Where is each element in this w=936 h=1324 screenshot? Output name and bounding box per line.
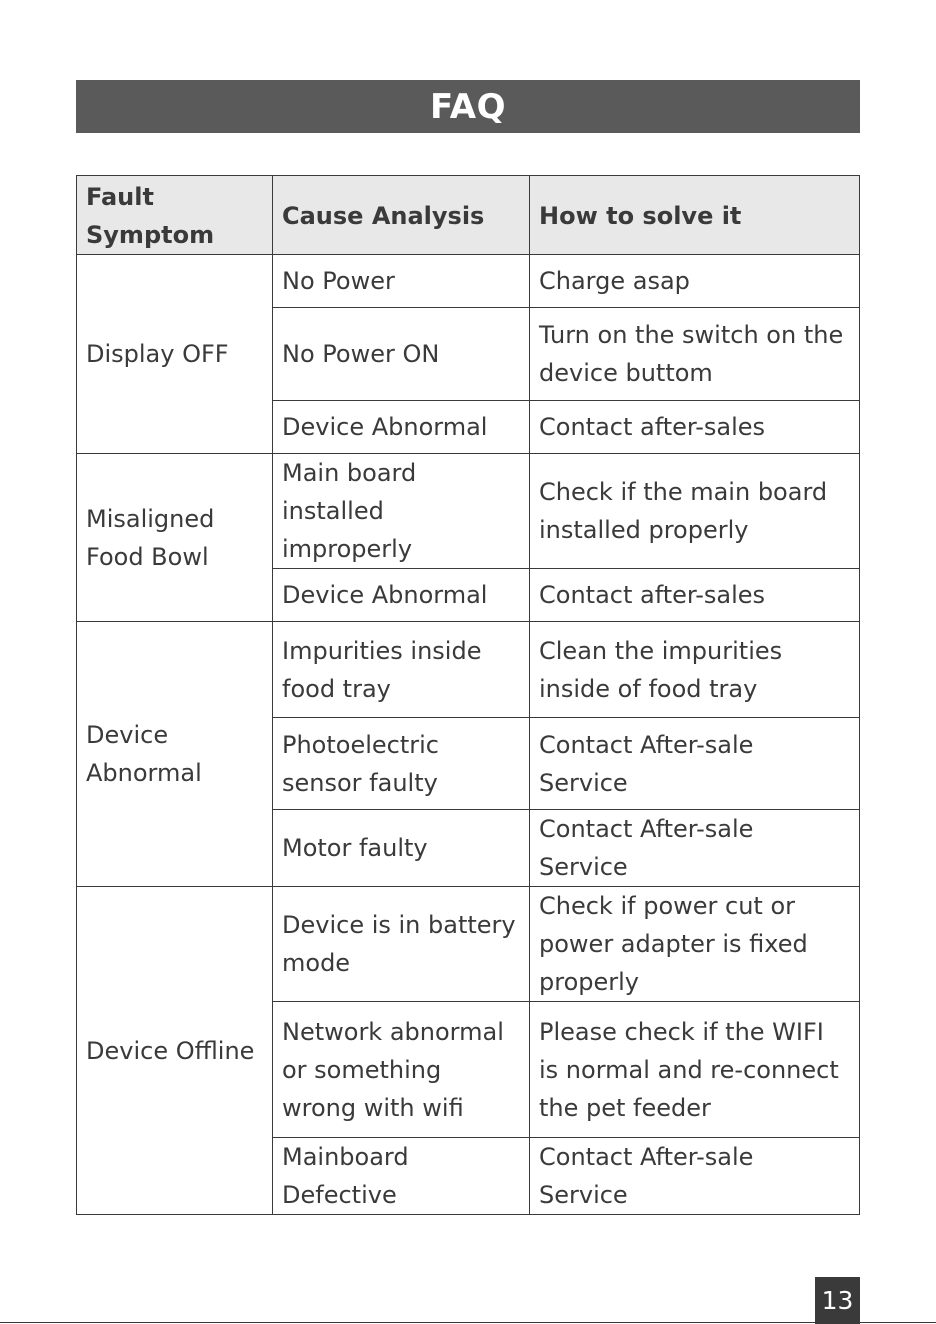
solution-cell: Turn on the switch on the device buttom — [530, 308, 860, 401]
cause-cell: Device is in battery mode — [273, 887, 530, 1002]
solution-cell: Check if the main board installed properly — [530, 454, 860, 569]
solution-cell: Contact After-sale Service — [530, 718, 860, 810]
solution-cell: Charge asap — [530, 255, 860, 308]
page-number: 13 — [815, 1277, 860, 1324]
header-fault-symptom: Fault Symptom — [77, 176, 273, 255]
cause-cell: Network abnormal or something wrong with wifi — [273, 1002, 530, 1138]
faq-table — [76, 175, 860, 1215]
solution-cell: Contact After-sale Service — [530, 810, 860, 887]
symptom-cell: Display OFF — [77, 255, 273, 454]
page-title: FAQ — [429, 86, 507, 127]
solution-cell: Contact After-sale Service — [530, 1138, 860, 1215]
cause-cell: Impurities inside food tray — [273, 622, 530, 718]
cause-cell: Device Abnormal — [273, 569, 530, 622]
solution-cell: Clean the impurities inside of food tray — [530, 622, 860, 718]
cause-cell: Photoelectric sensor faulty — [273, 718, 530, 810]
table-row — [77, 622, 860, 718]
header-how-to-solve: How to solve it — [530, 176, 860, 255]
cause-cell: Mainboard Defective — [273, 1138, 530, 1215]
symptom-cell: Device Abnormal — [77, 622, 273, 887]
cause-cell: Device Abnormal — [273, 401, 530, 454]
symptom-cell: Misaligned Food Bowl — [77, 454, 273, 622]
table-row — [77, 255, 860, 308]
cause-cell: No Power — [273, 255, 530, 308]
table-row — [77, 454, 860, 569]
symptom-cell: Device Offline — [77, 887, 273, 1215]
solution-cell: Please check if the WIFI is normal and re-connect the pet feeder — [530, 1002, 860, 1138]
solution-cell: Contact after-sales — [530, 401, 860, 454]
solution-cell: Check if power cut or power adapter is fixed properly — [530, 887, 860, 1002]
table-header-row — [77, 176, 860, 255]
table-row — [77, 887, 860, 1002]
cause-cell: Motor faulty — [273, 810, 530, 887]
cause-cell: Main board installed improperly — [273, 454, 530, 569]
cause-cell: No Power ON — [273, 308, 530, 401]
faq-banner — [76, 80, 860, 133]
solution-cell: Contact after-sales — [530, 569, 860, 622]
header-cause-analysis: Cause Analysis — [273, 176, 530, 255]
page-bottom-rule — [0, 1322, 936, 1323]
